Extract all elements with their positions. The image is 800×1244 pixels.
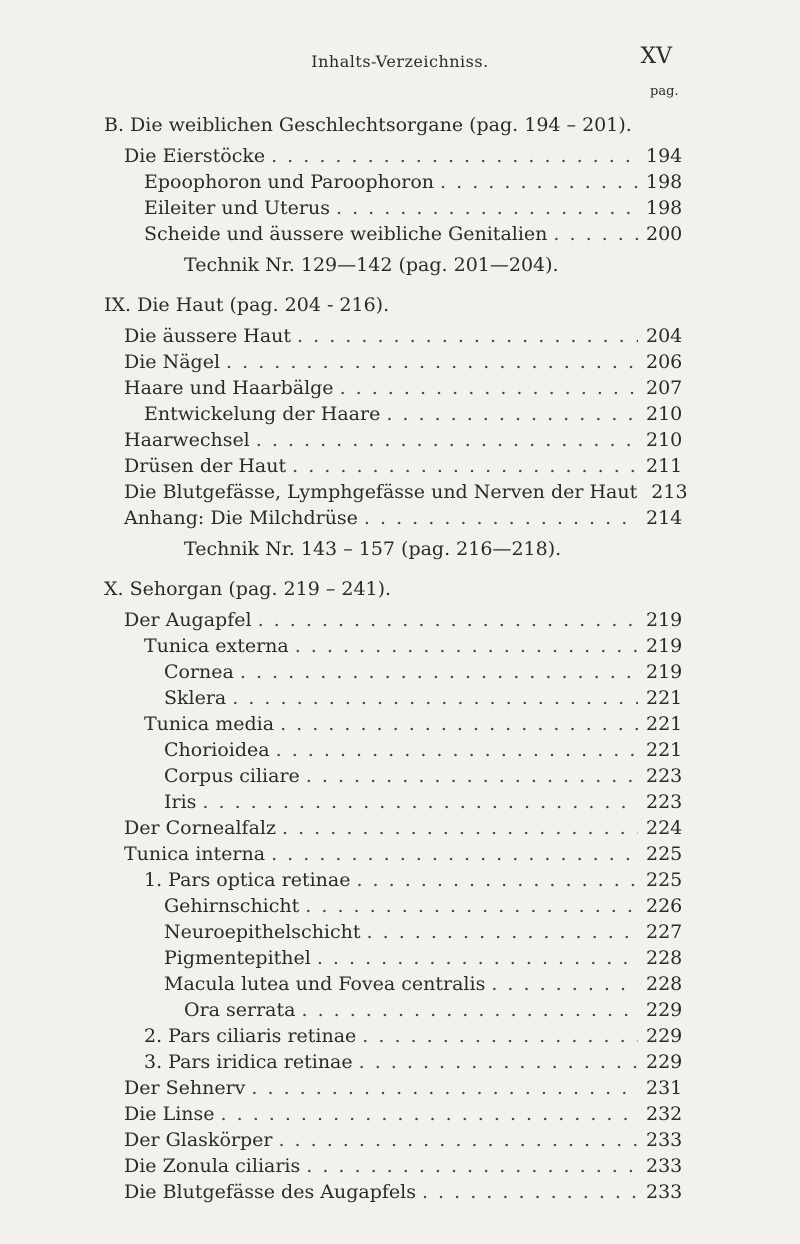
toc-row	[164, 765, 682, 791]
toc-entry-page: 219	[646, 661, 683, 683]
toc-entry-label: Scheide und äussere weibliche Genitalien	[144, 223, 548, 245]
toc-entry-page: 232	[646, 1103, 683, 1125]
toc-entry-page: 210	[646, 403, 683, 425]
toc-entry-label: Die Nägel	[124, 351, 221, 373]
leader-dots	[336, 197, 638, 219]
toc-row	[124, 609, 682, 635]
toc-entry-label: Neuroepithelschicht	[164, 921, 361, 943]
leader-dots	[422, 1181, 638, 1203]
toc-entry-page: 198	[646, 171, 683, 193]
toc-entry-page: 221	[646, 739, 683, 761]
toc-row	[164, 947, 682, 973]
toc-entry-label: Haarwechsel	[124, 429, 250, 451]
toc-entry-label: 3. Pars iridica retinae	[144, 1051, 353, 1073]
toc-entry-label: 2. Pars ciliaris retinae	[144, 1025, 357, 1047]
toc-entry-label: Die Blutgefässe, Lymphgefässe und Nerven der Haut	[124, 481, 638, 503]
toc-entry-page: 221	[646, 713, 683, 735]
toc-row	[144, 1051, 682, 1077]
toc-entry-label: Der Sehnerv	[124, 1077, 246, 1099]
toc-entry-page: 233	[646, 1129, 683, 1151]
leader-dots	[280, 713, 638, 735]
toc-row	[184, 999, 682, 1025]
leader-dots	[251, 1077, 638, 1099]
toc-entry-label: Sklera	[164, 687, 227, 709]
toc-entry-label: Anhang: Die Milchdrüse	[124, 507, 358, 529]
toc-entry-page: 229	[646, 999, 683, 1021]
toc-entry-page: 198	[646, 197, 683, 219]
toc-entry-label: Macula lutea und Fovea centralis	[164, 973, 486, 995]
toc-entry-label: Cornea	[164, 661, 234, 683]
toc-row	[124, 1155, 682, 1181]
toc-row	[164, 687, 682, 713]
toc-entry-page: 206	[646, 351, 683, 373]
toc-entry-page: 204	[646, 325, 683, 347]
toc-entry-page: 225	[646, 843, 683, 865]
leader-dots	[202, 791, 638, 813]
leader-dots	[292, 455, 638, 477]
toc-row	[164, 895, 682, 921]
page-header-title: Inhalts-Verzeichniss.	[311, 52, 489, 71]
toc-row	[124, 817, 682, 843]
toc-entry-label: Die Eierstöcke	[124, 145, 266, 167]
toc-row	[124, 429, 682, 455]
section-heading-x: X. Sehorgan (pag. 219 – 241).	[104, 578, 392, 600]
toc-entry-page: 213	[651, 481, 688, 503]
toc-entry-label: Chorioidea	[164, 739, 270, 761]
toc-row	[164, 739, 682, 765]
toc-row	[144, 171, 682, 197]
leader-dots	[305, 895, 638, 917]
toc-entry-page: 221	[646, 687, 683, 709]
leader-dots	[553, 223, 638, 245]
toc-row	[124, 145, 682, 171]
toc-row	[124, 377, 682, 403]
toc-row	[124, 1077, 682, 1103]
leader-dots	[301, 999, 638, 1021]
toc-entry-page: 214	[646, 507, 683, 529]
leader-dots	[386, 403, 638, 425]
leader-dots	[359, 1051, 638, 1073]
leader-dots	[240, 661, 638, 683]
toc-row	[124, 507, 682, 533]
technik-line: Technik Nr. 129—142 (pag. 201—204).	[184, 254, 559, 276]
toc-entry-page: 207	[646, 377, 683, 399]
toc-entry-label: Drüsen der Haut	[124, 455, 287, 477]
leader-dots	[295, 635, 638, 657]
toc-entry-label: Der Augapfel	[124, 609, 252, 631]
leader-dots	[440, 171, 638, 193]
leader-dots	[278, 1129, 638, 1151]
toc-entry-page: 231	[646, 1077, 683, 1099]
toc-entry-page: 227	[646, 921, 683, 943]
toc-row	[124, 481, 688, 507]
toc-entry-label: 1. Pars optica retinae	[144, 869, 351, 891]
toc-entry-label: Die äussere Haut	[124, 325, 292, 347]
toc-entry-page: 228	[646, 973, 683, 995]
toc-entry-page: 194	[646, 145, 683, 167]
toc-entry-label: Iris	[164, 791, 197, 813]
toc-row	[144, 869, 682, 895]
leader-dots	[362, 1025, 638, 1047]
leader-dots	[271, 843, 638, 865]
toc-entry-label: Epoophoron und Paroophoron	[144, 171, 435, 193]
toc-entry-page: 225	[646, 869, 683, 891]
leader-dots	[221, 1103, 638, 1125]
toc-row	[124, 351, 682, 377]
toc-entry-label: Der Glaskörper	[124, 1129, 273, 1151]
technik-line: Technik Nr. 143 – 157 (pag. 216—218).	[184, 538, 562, 560]
toc-entry-label: Entwickelung der Haare	[144, 403, 381, 425]
toc-entry-label: Gehirnschicht	[164, 895, 300, 917]
toc-entry-label: Pigmentepithel	[164, 947, 311, 969]
leader-dots	[226, 351, 638, 373]
toc-row	[164, 921, 682, 947]
leader-dots	[367, 921, 638, 943]
leader-dots	[317, 947, 638, 969]
toc-entry-page: 228	[646, 947, 683, 969]
leader-dots	[340, 377, 638, 399]
leader-dots	[258, 609, 638, 631]
toc-entry-page: 200	[646, 223, 683, 245]
toc-row	[144, 223, 682, 249]
toc-row	[164, 661, 682, 687]
toc-entry-page: 233	[646, 1155, 683, 1177]
leader-dots	[356, 869, 638, 891]
toc-row	[124, 1181, 682, 1207]
toc-row	[164, 791, 682, 817]
toc-entry-page: 210	[646, 429, 683, 451]
toc-row	[124, 455, 682, 481]
toc-entry-label: Die Zonula ciliaris	[124, 1155, 301, 1177]
toc-entry-page: 223	[646, 791, 683, 813]
toc-entry-page: 229	[646, 1025, 683, 1047]
toc-entry-label: Tunica media	[144, 713, 275, 735]
toc-row	[144, 197, 682, 223]
toc-row	[144, 403, 682, 429]
section-heading-b: B. Die weiblichen Geschlechtsorgane (pag. 194 – 201).	[104, 114, 632, 136]
toc-entry-label: Eileiter und Uterus	[144, 197, 330, 219]
toc-row	[124, 1103, 682, 1129]
leader-dots	[364, 507, 638, 529]
toc-entry-page: 219	[646, 635, 683, 657]
toc-entry-label: Die Blutgefässe des Augapfels	[124, 1181, 416, 1203]
toc-entry-page: 224	[646, 817, 683, 839]
toc-entry-label: Haare und Haarbälge	[124, 377, 334, 399]
toc-entry-label: Tunica interna	[124, 843, 266, 865]
toc-row	[144, 635, 682, 661]
toc-entry-label: Ora serrata	[184, 999, 296, 1021]
toc-entry-page: 223	[646, 765, 683, 787]
toc-row	[124, 325, 682, 351]
toc-row	[144, 713, 682, 739]
toc-row	[124, 843, 682, 869]
toc-entry-label: Corpus ciliare	[164, 765, 300, 787]
leader-dots	[232, 687, 638, 709]
toc-row	[124, 1129, 682, 1155]
leader-dots	[282, 817, 638, 839]
toc-entry-page: 219	[646, 609, 683, 631]
leader-dots	[271, 145, 638, 167]
page-number: XV	[640, 44, 672, 69]
toc-entry-label: Der Cornealfalz	[124, 817, 276, 839]
leader-dots	[306, 765, 638, 787]
toc-entry-label: Tunica externa	[144, 635, 289, 657]
toc-entry-page: 233	[646, 1181, 683, 1203]
toc-entry-page: 211	[646, 455, 683, 477]
toc-entry-page: 229	[646, 1051, 683, 1073]
leader-dots	[276, 739, 638, 761]
toc-row	[144, 1025, 682, 1051]
toc-entry-page: 226	[646, 895, 683, 917]
leader-dots	[491, 973, 638, 995]
leader-dots	[256, 429, 638, 451]
leader-dots	[297, 325, 638, 347]
toc-entry-label: Die Linse	[124, 1103, 215, 1125]
leader-dots	[306, 1155, 638, 1177]
pag-column-label: pag.	[650, 84, 679, 99]
section-heading-ix: IX. Die Haut (pag. 204 - 216).	[104, 294, 390, 316]
toc-row	[164, 973, 682, 999]
